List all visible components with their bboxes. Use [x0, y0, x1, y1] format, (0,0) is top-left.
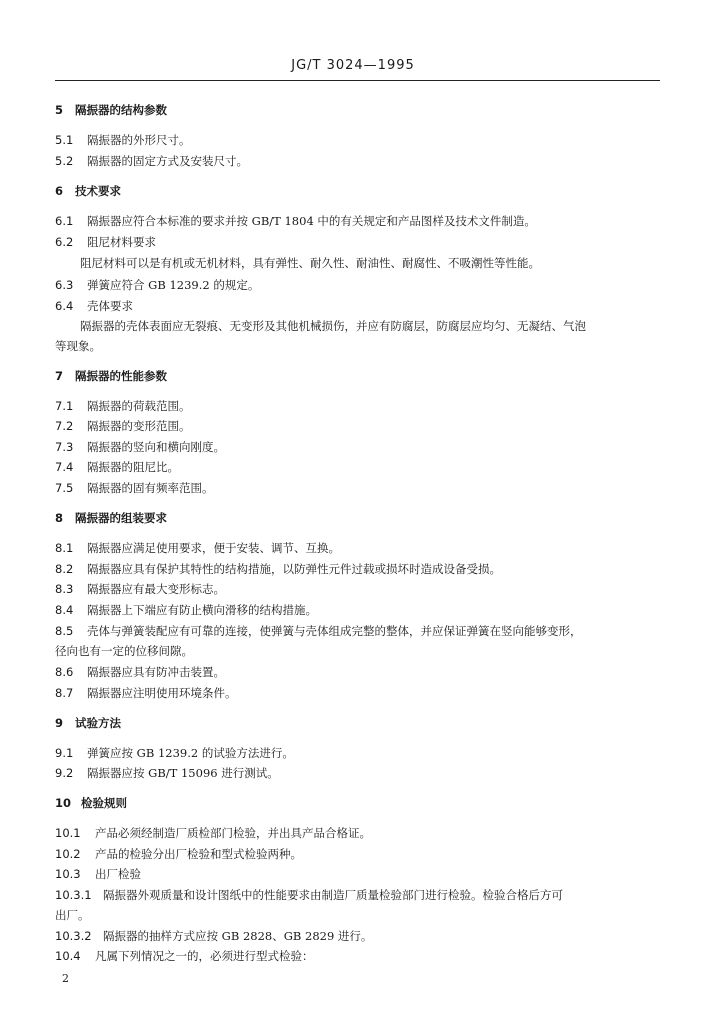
clause-text: 隔振器的固有频率范围。	[87, 481, 214, 495]
clause-item	[55, 133, 191, 147]
paragraph-continuation: 出厂。	[55, 908, 90, 922]
clause-number: 8.2	[55, 562, 74, 576]
section-heading	[55, 796, 127, 810]
clause-number: 8.5	[55, 624, 74, 638]
clause-text: 隔振器的固定方式及安装尺寸。	[87, 154, 248, 168]
clause-number: 8.4	[55, 603, 74, 617]
clause-text: 壳体要求	[87, 299, 133, 313]
clause-number: 7.3	[55, 440, 74, 454]
clause-item	[55, 766, 279, 780]
clause-number: 6.4	[55, 299, 74, 313]
clause-item	[55, 399, 191, 413]
clause-item	[55, 299, 133, 313]
section-title: 技术要求	[75, 184, 121, 198]
paragraph-text: 隔振器的壳体表面应无裂痕、无变形及其他机械损伤，并应有防腐层，防腐层应均匀、无凝结、气泡	[80, 319, 586, 333]
clause-text: 隔振器应注明使用环境条件。	[87, 686, 237, 700]
clause-item	[55, 278, 259, 292]
section-number: 7	[55, 369, 64, 383]
section-number: 5	[55, 103, 64, 117]
clause-text: 隔振器应有最大变形标志。	[87, 582, 225, 596]
section-title: 隔振器的结构参数	[75, 103, 167, 117]
clause-text: 阻尼材料要求	[87, 235, 156, 249]
paragraph-continuation: 等现象。	[55, 339, 101, 353]
clause-item	[55, 603, 317, 617]
clause-text: 隔振器应满足使用要求，便于安装、调节、互换。	[87, 541, 340, 555]
clause-number: 6.2	[55, 235, 74, 249]
clause-text: 隔振器应具有防冲击装置。	[87, 665, 225, 679]
clause-text: 隔振器的抽样方式应按 GB 2828、GB 2829 进行。	[103, 929, 373, 943]
clause-item	[55, 826, 371, 840]
clause-item	[55, 481, 214, 495]
clause-text: 隔振器的外形尺寸。	[87, 133, 191, 147]
clause-number: 8.3	[55, 582, 74, 596]
clause-item	[55, 582, 225, 596]
clause-number: 8.1	[55, 541, 74, 555]
clause-number: 10.3.1	[55, 888, 92, 902]
clause-number: 10.4	[55, 949, 81, 963]
clause-item	[55, 235, 156, 249]
clause-item	[55, 562, 501, 576]
clause-number: 10.3	[55, 867, 81, 881]
header-rule	[55, 80, 660, 81]
clause-item	[55, 665, 225, 679]
section-heading	[55, 184, 121, 198]
clause-number: 7.1	[55, 399, 74, 413]
clause-text: 隔振器应符合本标准的要求并按 GB/T 1804 中的有关规定和产品图样及技术文件制造。	[87, 214, 536, 228]
page-header: JG/T 3024—1995	[291, 58, 415, 73]
clause-text: 隔振器的荷载范围。	[87, 399, 191, 413]
clause-number: 8.6	[55, 665, 74, 679]
clause-item	[55, 949, 314, 963]
clause-text: 壳体与弹簧装配应有可靠的连接，使弹簧与壳体组成完整的整体，并应保证弹簧在竖向能够变形，	[87, 624, 582, 638]
clause-number: 9.2	[55, 766, 74, 780]
clause-text: 隔振器应按 GB/T 15096 进行测试。	[87, 766, 279, 780]
clause-text: 隔振器的竖向和横向刚度。	[87, 440, 225, 454]
clause-number: 7.4	[55, 460, 74, 474]
clause-number: 6.1	[55, 214, 74, 228]
clause-number: 10.3.2	[55, 929, 92, 943]
section-heading	[55, 716, 121, 730]
section-title: 隔振器的性能参数	[75, 369, 167, 383]
clause-item	[55, 847, 302, 861]
clause-number: 5.2	[55, 154, 74, 168]
clause-text: 出厂检验	[95, 867, 141, 881]
clause-number: 10.2	[55, 847, 81, 861]
clause-number: 8.7	[55, 686, 74, 700]
section-number: 10	[55, 796, 72, 810]
section-title: 试验方法	[75, 716, 121, 730]
clause-item	[55, 867, 141, 881]
section-number: 8	[55, 511, 64, 525]
clause-text: 隔振器应具有保护其特性的结构措施，以防弹性元件过载或损坏时造成设备受损。	[87, 562, 501, 576]
paragraph-text: 阻尼材料可以是有机或无机材料，具有弹性、耐久性、耐油性、耐腐性、不吸潮性等性能。	[80, 256, 540, 270]
clause-text: 隔振器上下端应有防止横向滑移的结构措施。	[87, 603, 317, 617]
clause-text: 产品的检验分出厂检验和型式检验两种。	[95, 847, 302, 861]
clause-number: 5.1	[55, 133, 74, 147]
page-number: 2	[62, 972, 69, 985]
clause-number: 9.1	[55, 746, 74, 760]
clause-text: 凡属下列情况之一的，必须进行型式检验：	[95, 949, 314, 963]
paragraph-continuation: 径向也有一定的位移间隙。	[55, 644, 193, 658]
clause-item	[55, 541, 340, 555]
section-heading	[55, 103, 167, 117]
section-number: 9	[55, 716, 64, 730]
clause-item	[55, 624, 582, 638]
clause-item	[55, 929, 372, 943]
clause-text: 隔振器的变形范围。	[87, 419, 191, 433]
section-number: 6	[55, 184, 64, 198]
clause-text: 隔振器外观质量和设计图纸中的性能要求由制造厂质量检验部门进行检验。检验合格后方可	[103, 888, 563, 902]
clause-item	[55, 460, 179, 474]
section-title: 检验规则	[81, 796, 127, 810]
clause-text: 隔振器的阻尼比。	[87, 460, 179, 474]
clause-number: 6.3	[55, 278, 74, 292]
clause-item	[55, 888, 563, 902]
clause-item	[55, 214, 536, 228]
clause-text: 弹簧应符合 GB 1239.2 的规定。	[87, 278, 260, 292]
clause-item	[55, 686, 237, 700]
clause-item	[55, 440, 225, 454]
clause-item	[55, 154, 248, 168]
clause-text: 产品必须经制造厂质检部门检验，并出具产品合格证。	[95, 826, 371, 840]
section-title: 隔振器的组装要求	[75, 511, 167, 525]
section-heading	[55, 369, 167, 383]
clause-item	[55, 419, 191, 433]
clause-text: 弹簧应按 GB 1239.2 的试验方法进行。	[87, 746, 294, 760]
section-heading	[55, 511, 167, 525]
clause-number: 10.1	[55, 826, 81, 840]
clause-number: 7.2	[55, 419, 74, 433]
clause-item	[55, 746, 294, 760]
clause-number: 7.5	[55, 481, 74, 495]
